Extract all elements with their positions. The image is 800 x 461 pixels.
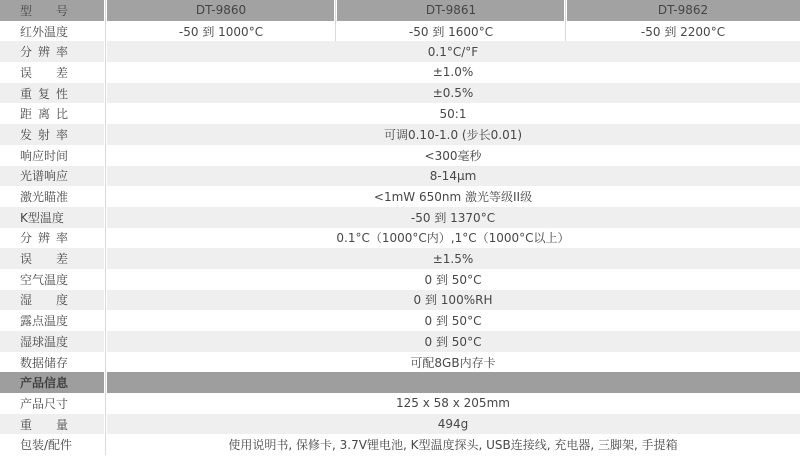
row-label-cell [0, 291, 106, 308]
row-label: 光谱响应 [20, 169, 69, 184]
model-column-header: DT-9862 [657, 3, 709, 18]
spec-row [0, 103, 800, 124]
spec-value-cell: 0 到 100%RH [413, 293, 493, 308]
spec-value-cell: 可调0.10-1.0 (步长0.01) [383, 127, 523, 142]
row-label: 湿球温度 [20, 334, 69, 349]
row-label: 型号 [20, 3, 68, 18]
row-label-cell [0, 209, 106, 226]
spec-row [0, 83, 800, 104]
spec-value-cell: ±0.5% [432, 86, 474, 101]
spec-value-cell: -50 到 1370°C [410, 210, 496, 225]
spec-row [0, 269, 800, 290]
row-label: 数据储存 [20, 355, 69, 370]
spec-value-cell: -50 到 1000°C [178, 24, 264, 39]
spec-row [0, 310, 800, 331]
spec-row [0, 186, 800, 207]
row-label-cell [0, 126, 106, 143]
spec-value-cell: -50 到 1600°C [408, 24, 494, 39]
spec-value-cell: 50:1 [439, 106, 467, 121]
row-label: 产品信息 [20, 376, 69, 391]
spec-value-cell: 0.1°C/°F [427, 44, 479, 59]
spec-value-cell: -50 到 2200°C [640, 24, 726, 39]
spec-row [0, 228, 800, 249]
row-label: 包装/配件 [20, 438, 73, 453]
spec-row [0, 331, 800, 352]
row-label-cell [0, 250, 106, 267]
spec-value-cell: 可配8GB内存卡 [410, 355, 496, 370]
row-label: 发射率 [20, 127, 68, 142]
row-label-cell [0, 271, 106, 288]
row-label: 露点温度 [20, 314, 69, 329]
product-value-cell: 使用说明书, 保修卡, 3.7V锂电池, K型温度探头, USB连接线, 充电器, 三脚架, 手提箱 [228, 438, 678, 453]
spec-row [0, 166, 800, 187]
spec-value-cell: <300毫秒 [424, 148, 482, 163]
table-header-row [0, 0, 800, 21]
section-header-row [0, 372, 800, 393]
spec-value-cell: ±1.0% [432, 65, 474, 80]
row-label-cell [0, 436, 106, 453]
spec-value-cell: 0.1°C（1000°C内）,1°C（1000°C以上） [336, 231, 570, 246]
row-label-cell [0, 188, 106, 205]
product-row [0, 393, 800, 414]
product-value-cell: 494g [437, 417, 469, 432]
row-label-cell [0, 23, 106, 40]
row-label: 分辨率 [20, 231, 68, 246]
spec-row [0, 41, 800, 62]
row-label: 分辨率 [20, 45, 68, 60]
row-label: 距离比 [20, 107, 68, 122]
spec-row [0, 145, 800, 166]
product-row [0, 414, 800, 435]
spec-row [0, 352, 800, 373]
spec-value-cell: 8-14μm [429, 168, 477, 183]
model-column-header: DT-9861 [425, 3, 477, 18]
row-label-cell [0, 64, 106, 81]
row-label-cell [0, 416, 106, 433]
row-label: K型温度 [20, 210, 64, 225]
row-label: 重量 [20, 417, 68, 432]
row-label: 误差 [20, 65, 68, 80]
row-label-cell [0, 105, 106, 122]
row-label-cell [0, 147, 106, 164]
product-value-cell: 125 x 58 x 205mm [396, 396, 510, 411]
row-label-cell [0, 374, 106, 391]
row-label-cell [0, 395, 106, 412]
spec-value-cell: 0 到 50°C [424, 314, 482, 329]
spec-row [0, 290, 800, 311]
spec-row [0, 248, 800, 269]
row-label: 激光瞄准 [20, 190, 69, 205]
spec-value-cell: <1mW 650nm 激光等级II级 [373, 190, 533, 205]
spec-row [0, 207, 800, 228]
model-column-header: DT-9860 [195, 3, 247, 18]
spec-value-cell: 0 到 50°C [424, 334, 482, 349]
row-label-cell [0, 2, 106, 19]
spec-value-cell: 0 到 50°C [424, 272, 482, 287]
spec-value-cell: ±1.5% [432, 251, 474, 266]
row-label-cell [0, 43, 106, 60]
product-row [0, 434, 800, 455]
row-label: 空气温度 [20, 272, 69, 287]
row-label: 产品尺寸 [20, 396, 69, 411]
spec-row [0, 124, 800, 145]
row-label-cell [0, 229, 106, 246]
spec-row [0, 62, 800, 83]
row-label-cell [0, 354, 106, 371]
row-label: 红外温度 [20, 24, 69, 39]
spec-row [0, 21, 800, 42]
row-label-cell [0, 85, 106, 102]
row-label: 重复性 [20, 86, 68, 101]
row-label: 湿度 [20, 293, 68, 308]
row-label-cell [0, 333, 106, 350]
row-label-cell [0, 312, 106, 329]
row-label: 响应时间 [20, 148, 69, 163]
row-label-cell [0, 167, 106, 184]
row-label: 误差 [20, 252, 68, 267]
